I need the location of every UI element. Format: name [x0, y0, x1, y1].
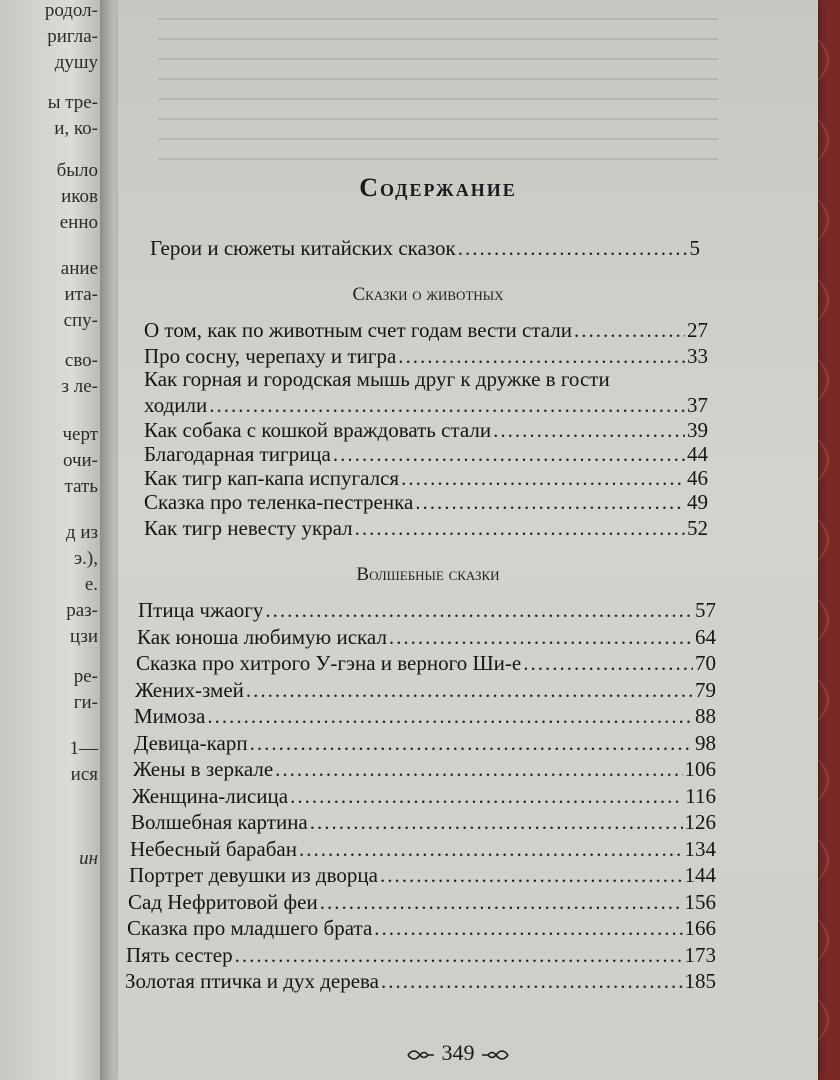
left-page-line: ре- [73, 666, 98, 687]
left-page-line: сво- [64, 350, 98, 371]
dot-leader [401, 466, 685, 491]
toc-entry-title: Сказка про хитрого У-гэна и верного Ши-е [136, 651, 522, 675]
left-page-line: цзи [69, 626, 98, 647]
left-page-line: ита- [64, 284, 98, 305]
toc-entry-page: 49 [687, 490, 708, 514]
toc-entry-page: 79 [695, 678, 716, 702]
toc-entry[interactable] [137, 625, 716, 650]
toc-entry[interactable] [126, 943, 716, 968]
dot-leader [207, 704, 693, 729]
toc-entry-page: 64 [695, 625, 716, 649]
toc-entry[interactable] [144, 418, 708, 443]
toc-entry-title: Сад Нефритовой феи [128, 890, 318, 914]
left-page-line: раз- [66, 600, 98, 621]
section-title: Волшебные сказки [356, 564, 500, 585]
toc-entry-page: 44 [687, 442, 708, 466]
dot-leader [209, 393, 685, 418]
left-page-line: черт [62, 424, 98, 445]
dot-leader [320, 890, 683, 915]
left-page-line: ы тре- [47, 92, 98, 113]
left-page-line: э.), [74, 548, 98, 569]
toc-entry[interactable] [138, 598, 716, 623]
dot-leader [310, 810, 683, 835]
left-page-line: ися [70, 764, 98, 785]
toc-entry[interactable] [127, 916, 716, 941]
toc-entry-title: Пять сестер [126, 943, 233, 967]
toc-entry[interactable] [144, 466, 708, 491]
toc-entry[interactable] [144, 516, 708, 541]
toc-entry-title: Как юноша любимую искал [137, 625, 387, 649]
toc-entry-title: Золотая птичка и дух дерева [125, 969, 379, 993]
toc-entry-title: Птица чжаогу [138, 598, 264, 622]
dot-leader [299, 837, 683, 862]
dot-leader [246, 678, 693, 703]
toc-entry-title: Жены в зеркале [133, 757, 274, 781]
toc-entry-page: 88 [695, 704, 716, 728]
dot-leader [398, 344, 685, 369]
toc-entry[interactable] [144, 490, 708, 515]
toc-entry[interactable] [134, 704, 716, 729]
toc-entry[interactable] [125, 969, 716, 994]
left-page-line: иков [61, 186, 98, 207]
left-ornament-icon [406, 1047, 436, 1063]
toc-entry[interactable] [144, 318, 708, 343]
toc-entry-title: Сказка про младшего брата [127, 916, 373, 940]
left-page-line: енно [59, 212, 98, 233]
dot-leader [374, 916, 682, 941]
toc-entry[interactable] [144, 442, 708, 467]
toc-entry-title: ходили [144, 393, 208, 417]
toc-entry[interactable] [129, 863, 716, 888]
toc-entry-title: Небесный барабан [130, 837, 297, 861]
dot-leader [235, 943, 683, 968]
toc-entry-title: Портрет девушки из дворца [129, 863, 378, 887]
toc-entry-page: 134 [684, 837, 716, 861]
dot-leader [290, 784, 683, 809]
left-page-line: д из [65, 522, 98, 543]
left-page-line: ригла- [47, 26, 98, 47]
toc-entry-page: 27 [687, 318, 708, 342]
toc-entry-page: 37 [687, 393, 708, 417]
toc-entry-title: Благодарная тигрица [144, 442, 331, 466]
dot-leader [493, 418, 685, 443]
left-page-fragment [0, 0, 102, 1080]
toc-entry-title: Девица-карп [134, 731, 248, 755]
toc-entry-title: Сказка про теленка-пестренка [144, 490, 414, 514]
toc-entry-title: Женщина-лисица [132, 784, 289, 808]
toc-entry-title: О том, как по животным счет годам вести стали [144, 318, 572, 342]
toc-entry-page: 70 [695, 651, 716, 675]
dot-leader [333, 442, 685, 467]
page-title: Содержание [359, 173, 517, 202]
toc-entry-title: Про сосну, черепаху и тигра [144, 344, 397, 368]
left-page-line: ание [60, 258, 98, 279]
toc-entry[interactable] [132, 784, 716, 809]
toc-entry[interactable] [144, 344, 708, 369]
book-gutter [100, 0, 120, 1080]
toc-entry[interactable] [131, 810, 716, 835]
right-ornament-icon [480, 1047, 510, 1063]
dot-leader [389, 625, 693, 650]
left-page-line: ин [79, 848, 98, 869]
toc-entry-page: 156 [684, 890, 716, 914]
dot-leader [355, 516, 685, 541]
table-of-contents [118, 0, 818, 1080]
contents-page [118, 0, 818, 1080]
toc-entry[interactable] [133, 757, 716, 782]
dot-leader [415, 490, 685, 515]
toc-entry-page: 52 [687, 516, 708, 540]
left-page-line: было [56, 160, 98, 181]
toc-entry[interactable] [135, 678, 716, 703]
toc-entry-title: Как тигр кап-капа испугался [144, 466, 400, 490]
toc-entry[interactable] [134, 731, 716, 756]
left-page-line: родол- [44, 0, 98, 21]
toc-entry-title-first-line: Как горная и городская мышь друг к дружке в гости [144, 367, 610, 391]
toc-entry-title: Волшебная картина [131, 810, 308, 834]
dot-leader [381, 969, 683, 994]
dot-leader [380, 863, 683, 888]
section-title: Сказки о животных [352, 284, 504, 305]
toc-entry-title: Как собака с кошкой враждовать стали [144, 418, 492, 442]
toc-entry-page: 5 [689, 236, 700, 260]
toc-entry-page: 173 [684, 943, 716, 967]
toc-entry-title: Герои и сюжеты китайских сказок [150, 236, 456, 260]
toc-entry-title: Жених-змей [135, 678, 244, 702]
toc-entry-page: 57 [695, 598, 716, 622]
toc-entry-page: 185 [684, 969, 716, 993]
toc-entry-page: 106 [684, 757, 716, 781]
left-page-line: и, ко- [54, 118, 98, 139]
dot-leader [265, 598, 693, 623]
toc-entry-page: 98 [695, 731, 716, 755]
dot-leader [275, 757, 682, 782]
toc-entry-page: 39 [687, 418, 708, 442]
toc-entry-page: 33 [687, 344, 708, 368]
toc-entry[interactable] [144, 393, 708, 418]
toc-entry[interactable] [136, 651, 716, 676]
page-number [368, 1040, 548, 1066]
left-page-line: спу- [63, 310, 98, 331]
left-page-line: е. [84, 574, 98, 595]
left-page-line: з ле- [61, 376, 98, 397]
left-page-line: душу [54, 52, 98, 73]
toc-entry-page: 116 [685, 784, 716, 808]
dot-leader [458, 236, 688, 261]
left-page-line: очи- [62, 450, 98, 471]
toc-entry-page: 46 [687, 466, 708, 490]
dot-leader [250, 731, 693, 756]
toc-entry[interactable] [128, 890, 716, 915]
toc-entry-page: 126 [684, 810, 716, 834]
toc-entry-title: Как тигр невесту украл [144, 516, 353, 540]
dot-leader [574, 318, 685, 343]
toc-entry-title: Мимоза [134, 704, 206, 728]
toc-entry-page: 166 [684, 916, 716, 940]
left-page-line: ги- [73, 692, 98, 713]
left-page-line: 1— [69, 738, 98, 759]
toc-entry[interactable] [130, 837, 716, 862]
toc-entry[interactable] [150, 236, 700, 261]
left-page-line: тать [64, 476, 98, 497]
toc-entry-page: 144 [684, 863, 716, 887]
dot-leader [523, 651, 693, 676]
page-number-text: 349 [441, 1040, 475, 1065]
